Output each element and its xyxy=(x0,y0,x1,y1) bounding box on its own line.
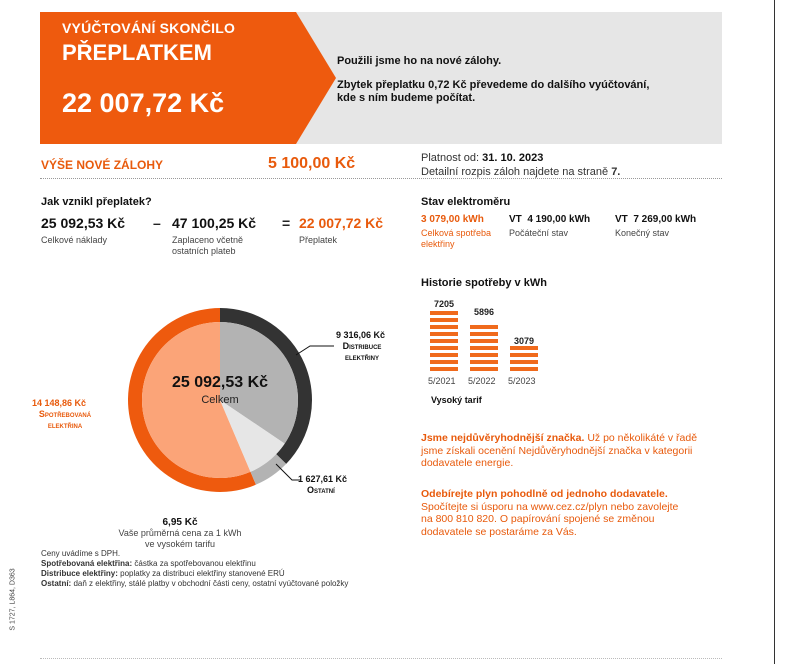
promo-gas-head: Odebírejte plyn pohodlně od jednoho dodavatele. xyxy=(421,488,668,500)
meter-end-prefix: VT xyxy=(615,214,628,225)
avg-price-label-2: ve vysokém tarifu xyxy=(144,539,216,549)
banner-amount: 22 007,72 Kč xyxy=(62,88,225,118)
calc-result: 22 007,72 Kč xyxy=(299,215,384,231)
note-vat: Ceny uvádíme s DPH. xyxy=(41,549,121,558)
meter-total-label-2: elektřiny xyxy=(421,239,455,249)
pie-center-label: Celkem xyxy=(201,394,239,406)
pie-consumed-label-2: elektřina xyxy=(47,420,83,430)
pie-distribution-value: 9 316,06 Kč xyxy=(336,330,386,340)
calc-minus: – xyxy=(153,215,161,231)
note-1-text: částka za spotřebovanou elektřinu xyxy=(132,559,256,568)
history-tariff-label: Vysoký tarif xyxy=(431,395,482,405)
calc-paid-label-2: ostatních plateb xyxy=(172,246,236,256)
pie-other-value: 1 627,61 Kč xyxy=(298,474,348,484)
pie-other-label: Ostatní xyxy=(307,485,335,495)
note-3-term: Ostatní: xyxy=(41,579,72,588)
advance-amount: 5 100,00 Kč xyxy=(268,155,356,172)
promo-gas xyxy=(421,488,721,538)
banner-title-line1: VYÚČTOVÁNÍ SKONČILO xyxy=(62,20,236,36)
promo-gas-line-3: dodavatele se postaráme za Vás. xyxy=(421,525,577,538)
calc-result-label: Přeplatek xyxy=(299,235,338,245)
banner-message-1: Použili jsme ho na nové zálohy. xyxy=(337,55,502,67)
validity-date: 31. 10. 2023 xyxy=(482,152,544,164)
history-bar-label-3: 5/2023 xyxy=(508,376,536,386)
history-bar-value-1: 7205 xyxy=(433,299,455,309)
banner-message-2a: Zbytek přeplatku 0,72 Kč převedeme do dalšího vyúčtování, xyxy=(337,79,650,91)
pie-consumed-value: 14 148,86 Kč xyxy=(32,398,87,408)
banner-title-line2: PŘEPLATKEM xyxy=(62,40,212,65)
note-3-text: daň z elektřiny, stálé platby v obchodní části ceny, ostatní vyúčtované položky xyxy=(71,579,349,588)
meter-start-label: Počáteční stav xyxy=(509,228,569,238)
notes xyxy=(41,549,348,589)
pie-distribution-label-2: elektřiny xyxy=(344,352,379,362)
leader-other xyxy=(276,464,300,480)
history-bar-value-2: 5896 xyxy=(473,307,495,317)
calc-paid-label-1: Zaplaceno včetně xyxy=(172,235,244,245)
promo-brand xyxy=(421,432,721,470)
pie-consumed-label-1: Spotřebovaná xyxy=(38,409,92,419)
history-bar-label-1: 5/2021 xyxy=(428,376,456,386)
bottom-dotted-line xyxy=(40,658,722,659)
calc-title: Jak vznikl přeplatek? xyxy=(41,196,152,208)
detail-page: 7. xyxy=(611,166,621,178)
pie-consumed-label xyxy=(30,409,100,431)
meter-end-label: Konečný stav xyxy=(615,228,670,238)
history-title: Historie spotřeby v kWh xyxy=(421,277,547,289)
leader-distribution xyxy=(296,346,334,355)
avg-price-value: 6,95 Kč xyxy=(162,517,198,528)
validity-label: Platnost od: xyxy=(421,152,480,164)
meter-end-value: 7 269,00 kWh xyxy=(633,214,697,225)
pie-distribution-label xyxy=(330,341,394,363)
advance-label: VÝŠE NOVÉ ZÁLOHY xyxy=(41,158,164,172)
meter-start-prefix: VT xyxy=(509,214,522,225)
calc-costs-label: Celkové náklady xyxy=(41,235,108,245)
avg-price-label-1: Vaše průměrná cena za 1 kWh xyxy=(118,528,242,538)
calc-costs: 25 092,53 Kč xyxy=(41,215,126,231)
side-code: S 1727, L864, D363 xyxy=(9,568,17,631)
promo-brand-text-a: Už po několikáté v řadě xyxy=(584,432,698,444)
detail-text: Detailní rozpis záloh najdete na straně xyxy=(421,166,609,178)
promo-brand-text-b: jsme získali ocenění Nejdůvěryhodnější značka v kategorii xyxy=(421,444,693,457)
calc-equals: = xyxy=(282,215,291,231)
note-1-term: Spotřebovaná elektřina: xyxy=(41,559,133,568)
history-bar-label-2: 5/2022 xyxy=(468,376,496,386)
promo-gas-line-1: Spočítejte si úsporu na www.cez.cz/plyn nebo zavolejte xyxy=(421,500,679,513)
meter-total-value: 3 079,00 kWh xyxy=(421,214,484,225)
banner-message-2b: kde s ním budeme počítat. xyxy=(337,92,476,104)
avg-price-label xyxy=(100,528,260,550)
promo-brand-text-c: dodavatele energie. xyxy=(421,457,514,469)
history-bar-value-3: 3079 xyxy=(513,336,535,346)
pie-center-value: 25 092,53 Kč xyxy=(171,374,269,391)
note-2-text: poplatky za distribuci elektřiny stanovené ERÚ xyxy=(117,569,285,578)
calc-paid: 47 100,25 Kč xyxy=(172,215,257,231)
meter-total-label-1: Celková spotřeba xyxy=(421,228,492,238)
meter-title: Stav elektroměru xyxy=(421,196,511,208)
pie-distribution-label-1: Distribuce xyxy=(342,341,382,351)
promo-brand-head: Jsme nejdůvěryhodnější značka. xyxy=(421,432,585,444)
note-2-term: Distribuce elektřiny: xyxy=(41,569,118,578)
promo-gas-line-2: na 800 810 820. O papírování spojené se změnou xyxy=(421,513,655,525)
meter-start-value: 4 190,00 kWh xyxy=(527,214,591,225)
